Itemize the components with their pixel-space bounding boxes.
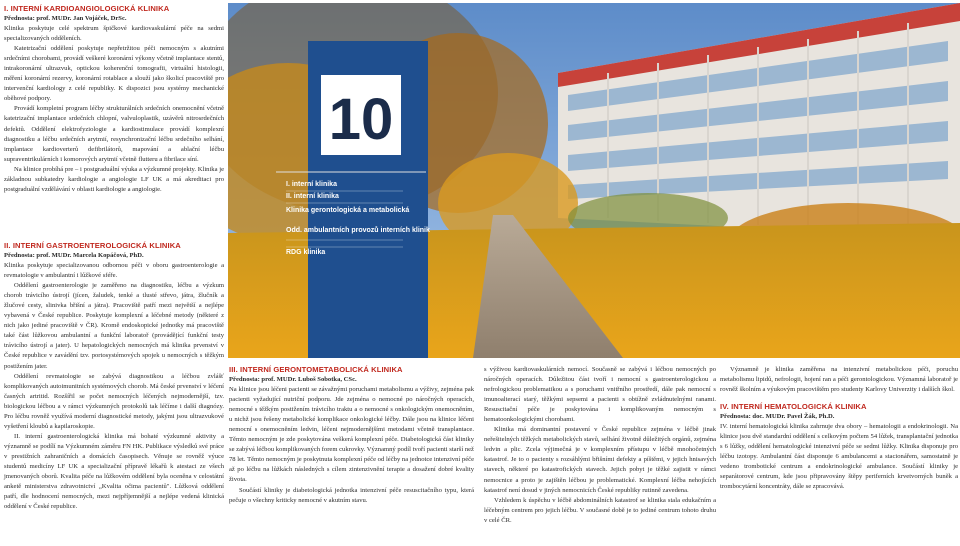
sign-item: II. interní klinika [286, 193, 339, 200]
sign-item: Odd. ambulantních provozů interních klinik [286, 227, 430, 234]
section-2-paragraph: Oddělení gastroenterologie je zaměřeno na diagnostiku, léčbu a výzkum chorob trávicího ústrojí (jícen, žaludek, tenké a tlusté střevo, játra, žlučník a žlučové cesty, slinivka břišní a játra). Pracoviště patří mezi největší a nejlépe vybavená v České republice. Poskytuje komplexní a léčebné metody (některé z nich jako jediné pracoviště v ČR). Kromě endoskopické jednotky má pracoviště také část lůžkovou ambulantní a funkční laboratoř (provádějící funkční testy trávicího ústrojí a jater). U hepatologických nemocných má klinika prvenství v České republice v zavádění tzv. portosystémových spojek u nemocných s těžkým postižením jater. [4, 282, 224, 370]
sign-number: 10 [328, 87, 394, 152]
section-3-column [229, 365, 474, 506]
sign-item: I. interní klinika [286, 181, 337, 188]
section-3-paragraph: Na klinice jsou léčeni pacienti se závažnými poruchami metabolismu a výživy, zejména pak pacienti vyžadující nutriční podporu. Jde zejména o nemocné po náročných operacích, nemocné s těžkým postižením trávicího traktu a o nemocné s onkologickým onemocněním, u nichž jsou řešeny metabolické komplikace onkologické léčby. Dále jsou na klinice léčeni nemocní s onemocněním ledvin, léčeni nejmodernějšími metodami včetně transplantace. Těmto nemocným je zde poskytována veškerá komplexní péče. Diabetologická část kliniky se zabývá léčbou komplikovaných forem cukrovky. Významný podíl tvoří pacienti starší než 78 let. Těmto nemocným je poskytnuta komplexní péče od léčby na jednotce intenzivní péče až po léčbu na lůžkách následných s cílem zintenzivnění terapie a dosažení dobré kvality života. [229, 386, 474, 484]
section-1-heading: I. INTERNÍ KARDIOANGIOLOGICKÁ KLINIKA [4, 4, 170, 13]
hospital-photo [228, 3, 960, 358]
section-1-head: Přednosta: prof. MUDr. Jan Vojáček, DrSc. [4, 15, 127, 22]
section-3b-paragraph: Klinika má dominantní postavení v České republice zejména v léčbě jinak neřešitelných těžkých metabolických stavů, selhání životně důležitých orgánů, zejména ledvin a plic. Zcela výjimečná je v komplexním přístupu v léčbě mnohočetných katastrof. Je to o pacienty s rozsáhlými břišními defekty a píštěmi, v jejich hnisavých stavech, některé po katastrofických stavech. Jejich pobyt je těžké zajistit v rámci nemocnice a proto je zajištěn léčbou je problematické. Komplexní léčba nehojících katastrof není dosud v jiných nemocnicích České republiky rutinně zavedena. [484, 426, 716, 494]
section-3b-paragraph: Vzhledem k úspěchu v léčbě abdominálních katastrof se klinika stala edukačním a léčebným centrem pro jejich léčbu. V současné době je to jediné centrum tohoto druhu v celé ČR. [484, 496, 716, 524]
section-2-heading: II. INTERNÍ GASTROENTEROLOGICKÁ KLINIKA [4, 241, 181, 250]
section-3b-column [484, 365, 716, 526]
section-1-paragraph: Na klinice probíhá pre – i postgraduální výuka a výzkumné projekty. Klinika je základnou subkatedry kardiologie a angiologie LF UK a má akreditaci pro postgraduální vzdělávání v oblasti kardiologie a angiologie. [4, 165, 224, 193]
section-2-intro: Klinika poskytuje specializovanou odbornou péči v oboru gastroenterologie a revmatologie v ambulantní i lůžkové sféře. [4, 262, 224, 280]
section-2-paragraph: II. interní gastroenterologická klinika má bohaté výzkumné aktivity a významně se podílí na Výzkumném záměru FN HK. Publikace výsledků své práce v prestižních zahraničních a domácích časopisech. Věnuje se rovněž výuce studentů medicíny LF UK a specializační přípravě lékařů k atestaci ze všech jmenovaných oborů. Kvalita péče na lůžkovém oddělení byla oceněna v celostátní anketě ministerstva zdravotnictví „Kvalita očima pacientů". Lůžková oddělení patří, dle hodnocení nemocných, mezi nejpříjemnější a nejlépe vedená klinická oddělení v České republice. [4, 432, 224, 511]
section-2-paragraph: Oddělení revmatologie se zabývá diagnostikou a léčbou zvlášť komplikovaných autoimunitních systémových chorob. Má české prvenství v léčení časných artritid. Rozšířil se počet nemocných léčených nejmodernější, tzv. biologickou léčbou a v rámci výzkumných protokolů tak léčíme i další diagnózy. Pro léčbu rovněž využívá moderní diagnostické metody, jakými jsou ultrazvukové vyšetření kloubů a kapilaroskopie. [4, 372, 224, 430]
sign-item: Klinika gerontologická a metabolická [286, 207, 410, 214]
section-4-heading: IV. INTERNÍ HEMATOLOGICKÁ KLINIKA [720, 402, 867, 412]
section-4-column [720, 365, 958, 493]
section-3-paragraph: Součástí kliniky je diabetologická jednotka intenzivní péče resuscitačního typu, která pečuje o všechny kriticky nemocné v akutním stavu. [229, 486, 474, 504]
section-1-intro: Klinika poskytuje celé spektrum špičkové kardiovaskulární péče na sedmi specializovaných odděleních. [4, 25, 224, 43]
section-2-column [4, 241, 224, 512]
section-2-head: Přednosta: prof. MUDr. Marcela Kopáčová, PhD. [4, 252, 144, 259]
section-3-heading: III. INTERNÍ GERONTOMETABOLICKÁ KLINIKA [229, 365, 403, 374]
section-1-paragraph: Provádí kompletní program léčby strukturálních srdečních onemocnění včetně katetrizační implantace srdečních chlopní, valvuloplastik, uzávěrů nitrosrdečních defektů. Oddělení elektrofyziologie a kardiostimulace provádí komplexní diagnostiku a léčbu srdečních arytmií, resynchronizační léčbu srdečního selhání, implantace kardioverterů defibrilátorů, mapování a ablační léčbu supraventrikulárních i komorových arytmií včetně flutteru a fibrilace síní. [4, 105, 224, 163]
section-3b-paragraph: s výživou kardiovaskulárních nemocí. Současně se zabývá i léčbou nemocných po náročných operacích. Důležitou část tvoří i nemocní s gastroenterologickou a nefrologickou problematikou a s poruchami vnitřního prostředí, dále pak nemocní s imunoalterací starý, těžkými sepsemi a pacienti s obtížně zvládnutelnými ranami. Resuscitační péče je poskytována i komplikovaným nemocným s hematoonkologickými chorobami. [484, 366, 716, 424]
section-1-column [4, 4, 224, 195]
section-4-paragraph: IV. interní hematologická klinika zahrnuje dva obory – hematologii a endokrinologii. Na klinice jsou dvě standardní oddělení s celkovým počtem 54 lůžek, transplantační jednotka s 6 lůžky, oddělení hematologické intenzivní péče se sedmi lůžky. Klinika disponuje pro léčbu izotopy. Ambulantní část disponuje 6 ambulancemi a stacionářem, samostatně je vedeno trombotické centrum a endokrinologické ambulance. Součástí kliniky je separátorové centrum, kde jsou připravovány štěpy periferních krvetvorných buněk a trombocytární koncentráty, dále se zpracovává. [720, 423, 958, 491]
section-1-paragraph: Katetrizační oddělení poskytuje nepřetržitou péči nemocným s akutními srdečními chorobami, provádí veškeré koronární výkony včetně implantace stentů, intrakoronární ultrazvuk, optickou koherenční tomografii, virtuální histologii, měření koronární rezervy, koronární rotablace a slouží jako školicí pracoviště pro intervenční kardiology z celé republiky. K dispozici jsou systémy mechanické oběhové podpory. [4, 45, 224, 103]
section-4-head: Přednosta: doc. MUDr. Pavel Žák, Ph.D. [720, 413, 835, 421]
sign-item: RDG klinika [286, 249, 326, 256]
section-3-head: Přednosta: prof. MUDr. Luboš Sobotka, CSc. [229, 376, 357, 383]
hospital-photo-image [228, 3, 960, 358]
section-4-paragraph: Významně je klinika zaměřena na intenzivní metabolickou péči, poruchu metabolismu lipidů, nefrologii, hojení ran a péči gerontologickou. Významná laboratoř je rovněž školním a výukovým pracovištěm pro studenty Karlovy Univerzity i dalších škol. [720, 366, 958, 394]
